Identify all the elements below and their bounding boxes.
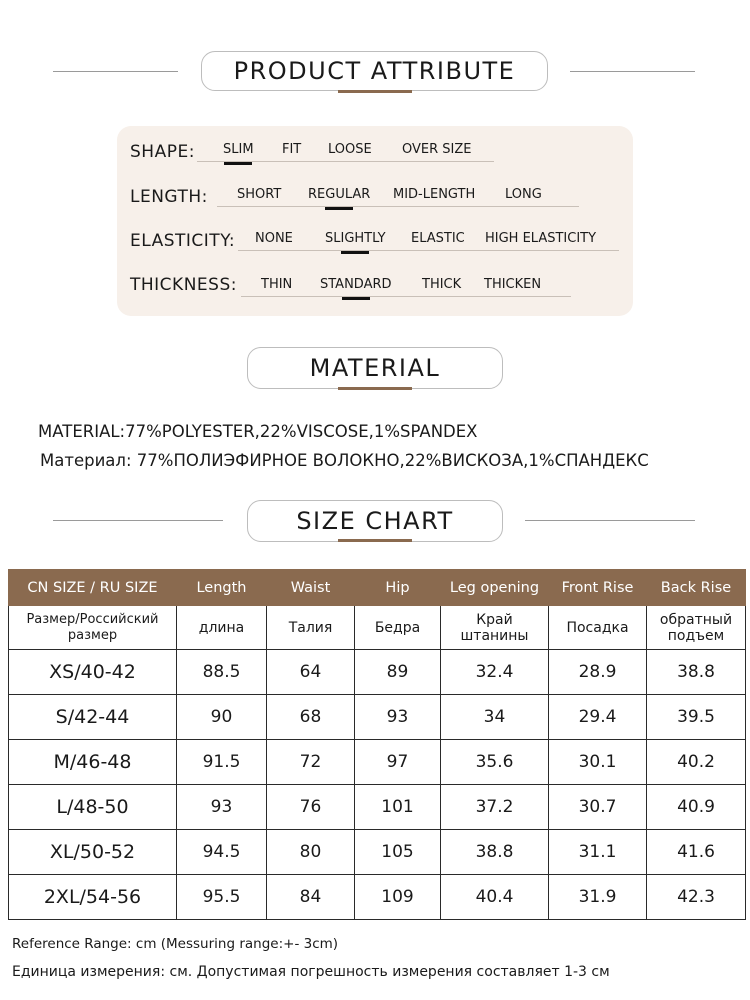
table-cell: Посадка xyxy=(549,606,647,650)
size-chart-header xyxy=(0,497,750,547)
attr-label: ELASTICITY: xyxy=(130,231,236,251)
table-cell: 88.5 xyxy=(177,650,267,695)
table-cell: 76 xyxy=(267,785,355,830)
attr-row-elasticity xyxy=(117,229,633,259)
table-cell: S/42-44 xyxy=(9,695,177,740)
table-cell: M/46-48 xyxy=(9,740,177,785)
material-ru-line xyxy=(40,451,649,470)
attr-row-shape xyxy=(117,140,633,170)
column-header: Front Rise xyxy=(549,570,647,606)
table-cell: 101 xyxy=(355,785,441,830)
header-rule-left xyxy=(53,71,178,72)
selected-marker xyxy=(342,297,370,300)
table-cell: XL/50-52 xyxy=(9,830,177,875)
product-attribute-header xyxy=(0,48,750,98)
material-ru-label: Материал: xyxy=(40,451,132,470)
column-header: Length xyxy=(177,570,267,606)
table-row xyxy=(9,695,746,740)
table-cell: XS/40-42 xyxy=(9,650,177,695)
table-cell: 31.1 xyxy=(549,830,647,875)
column-header: Hip xyxy=(355,570,441,606)
header-accent xyxy=(338,90,412,93)
table-cell: 31.9 xyxy=(549,875,647,920)
table-cell: Талия xyxy=(267,606,355,650)
table-cell: 38.8 xyxy=(441,830,549,875)
attr-row-length xyxy=(117,185,633,215)
attr-option: ELASTIC xyxy=(411,231,465,246)
attr-option: THICK xyxy=(422,277,462,292)
table-cell: 40.9 xyxy=(647,785,746,830)
table-cell: 84 xyxy=(267,875,355,920)
table-row xyxy=(9,830,746,875)
attr-underline xyxy=(241,296,571,297)
material-en-line xyxy=(38,422,478,441)
attr-option: MID-LENGTH xyxy=(393,187,476,202)
table-cell: 97 xyxy=(355,740,441,785)
material-en-value: 77%POLYESTER,22%VISCOSE,1%SPANDEX xyxy=(125,422,478,441)
table-row xyxy=(9,650,746,695)
attr-row-thickness xyxy=(117,273,633,303)
selected-marker xyxy=(224,162,252,165)
table-cell: 29.4 xyxy=(549,695,647,740)
reference-range-ru: Единица измерения: см. Допустимая погрешность измерения составляет 1-3 см xyxy=(12,964,610,980)
column-header: Waist xyxy=(267,570,355,606)
attr-option: THIN xyxy=(261,277,293,292)
table-row xyxy=(9,740,746,785)
header-rule-right xyxy=(525,520,695,521)
column-header: Leg opening xyxy=(441,570,549,606)
table-row xyxy=(9,875,746,920)
attr-underline xyxy=(217,206,579,207)
product-attribute-title: PRODUCT ATTRIBUTE xyxy=(201,51,548,91)
table-cell: 37.2 xyxy=(441,785,549,830)
table-cell: 93 xyxy=(355,695,441,740)
table-cell: обратный подъем xyxy=(647,606,746,650)
material-ru-value: 77%ПОЛИЭФИРНОЕ ВОЛОКНО,22%ВИСКОЗА,1%СПАНДЕКС xyxy=(136,451,649,470)
attr-underline xyxy=(238,250,619,251)
attr-label: THICKNESS: xyxy=(130,275,237,295)
table-header-row xyxy=(9,570,746,606)
table-cell: 30.7 xyxy=(549,785,647,830)
table-cell: длина xyxy=(177,606,267,650)
attr-option: LOOSE xyxy=(328,142,372,157)
attribute-panel xyxy=(117,126,633,316)
table-translation-row xyxy=(9,606,746,650)
material-header xyxy=(0,344,750,394)
header-accent xyxy=(338,387,412,390)
size-chart-table xyxy=(8,569,746,920)
table-cell: 34 xyxy=(441,695,549,740)
attr-option-selected: STANDARD xyxy=(320,277,392,292)
table-cell: 32.4 xyxy=(441,650,549,695)
column-header: Back Rise xyxy=(647,570,746,606)
table-cell: 90 xyxy=(177,695,267,740)
attr-option: LONG xyxy=(505,187,542,202)
attr-option: THICKEN xyxy=(484,277,542,292)
attr-label: SHAPE: xyxy=(130,142,195,162)
header-rule-right xyxy=(570,71,695,72)
table-cell: 41.6 xyxy=(647,830,746,875)
attr-option: FIT xyxy=(282,142,302,157)
attr-option-selected: REGULAR xyxy=(308,187,370,202)
material-en-label: MATERIAL: xyxy=(38,422,126,441)
attr-option-selected: SLIGHTLY xyxy=(325,231,386,246)
table-cell: 42.3 xyxy=(647,875,746,920)
table-cell: 35.6 xyxy=(441,740,549,785)
table-cell: 39.5 xyxy=(647,695,746,740)
size-chart-title: SIZE CHART xyxy=(247,500,503,542)
table-cell: 91.5 xyxy=(177,740,267,785)
table-cell: 40.2 xyxy=(647,740,746,785)
table-cell: 94.5 xyxy=(177,830,267,875)
table-cell: Бедра xyxy=(355,606,441,650)
table-cell: 68 xyxy=(267,695,355,740)
table-cell: 109 xyxy=(355,875,441,920)
table-cell: 2XL/54-56 xyxy=(9,875,177,920)
table-cell: L/48-50 xyxy=(9,785,177,830)
header-accent xyxy=(338,539,412,542)
attr-option: OVER SIZE xyxy=(402,142,472,157)
attr-option: NONE xyxy=(255,231,293,246)
material-title: MATERIAL xyxy=(247,347,503,389)
table-cell: 30.1 xyxy=(549,740,647,785)
table-cell: 89 xyxy=(355,650,441,695)
attr-option: SHORT xyxy=(237,187,282,202)
reference-range-en: Reference Range: cm (Messuring range:+- 3cm) xyxy=(12,936,339,952)
attr-option-selected: SLIM xyxy=(223,142,254,157)
table-cell: 80 xyxy=(267,830,355,875)
table-cell: 64 xyxy=(267,650,355,695)
selected-marker xyxy=(325,207,353,210)
table-cell: 72 xyxy=(267,740,355,785)
table-cell: 95.5 xyxy=(177,875,267,920)
attr-label: LENGTH: xyxy=(130,187,208,207)
table-cell: Край штанины xyxy=(441,606,549,650)
column-header: CN SIZE / RU SIZE xyxy=(9,570,177,606)
table-cell: 38.8 xyxy=(647,650,746,695)
header-rule-left xyxy=(53,520,223,521)
table-row xyxy=(9,785,746,830)
selected-marker xyxy=(341,251,369,254)
table-cell: 105 xyxy=(355,830,441,875)
attr-option: HIGH ELASTICITY xyxy=(485,231,597,246)
table-cell: 40.4 xyxy=(441,875,549,920)
table-cell: Размер/Российский размер xyxy=(9,606,177,650)
table-cell: 93 xyxy=(177,785,267,830)
table-cell: 28.9 xyxy=(549,650,647,695)
